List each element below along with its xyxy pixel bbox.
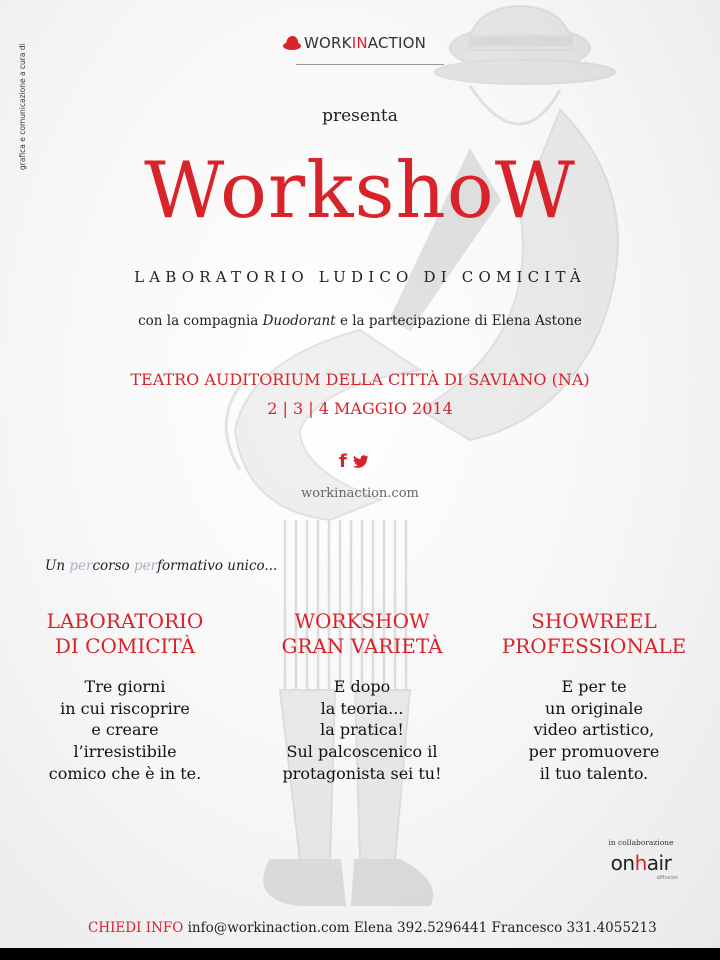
collaboration-label: in collaborazione [608,838,674,847]
column-body: E dopo la teoria... la pratica! Sul palcoscenico il protagonista sei tu! [282,676,442,783]
logo-text: WORKINACTION [304,34,427,52]
column-laboratorio [15,609,235,785]
website-link[interactable]: workinaction.com [301,486,419,501]
poster-subtitle: LABORATORIO LUDICO DI COMICITÀ [134,268,586,286]
column-body: Tre giorni in cui riscoprire e creare l’irresistibile comico che è in te. [48,676,202,783]
poster-title: WorkshoW [144,146,576,236]
onhair-tagline: diffusion [656,875,678,881]
twitter-icon[interactable] [353,455,369,469]
bottom-border [0,948,720,960]
logo-underline [296,64,444,65]
info-label: CHIEDI INFO [88,920,184,936]
facebook-icon[interactable]: f [339,451,347,472]
company-name: Duodorant [262,313,336,329]
column-heading: WORKSHOW GRAN VARIETÀ [281,609,443,659]
column-heading: SHOWREEL PROFESSIONALE [501,609,687,659]
column-body: E per te un originale video artistico, per promuovere il tuo talento. [528,676,660,783]
column-workshow [252,609,472,785]
collaboration-badge [596,838,686,881]
tagline: Un percorso performativo unico... [45,558,278,574]
onhair-logo: onhair [610,851,672,875]
company-credits: con la compagnia Duodorant e la partecipazione di Elena Astone [138,313,582,329]
red-hat-logo-icon [282,34,302,52]
workinaction-logo [282,34,426,52]
presents-label: presenta [322,106,398,126]
venue: TEATRO AUDITORIUM DELLA CITTÀ DI SAVIANO (NA) [130,370,590,389]
event-dates: 2 | 3 | 4 MAGGIO 2014 [267,399,453,418]
column-heading: LABORATORIO DI COMICITÀ [46,609,204,659]
graphic-credit: grafica e comunicazione a cura di [18,43,27,170]
social-links [339,453,369,471]
contact-details: info@workinaction.com Elena 392.5296441 Francesco 331.4055213 [183,920,657,936]
contact-footer [88,920,657,936]
column-showreel [484,609,704,785]
